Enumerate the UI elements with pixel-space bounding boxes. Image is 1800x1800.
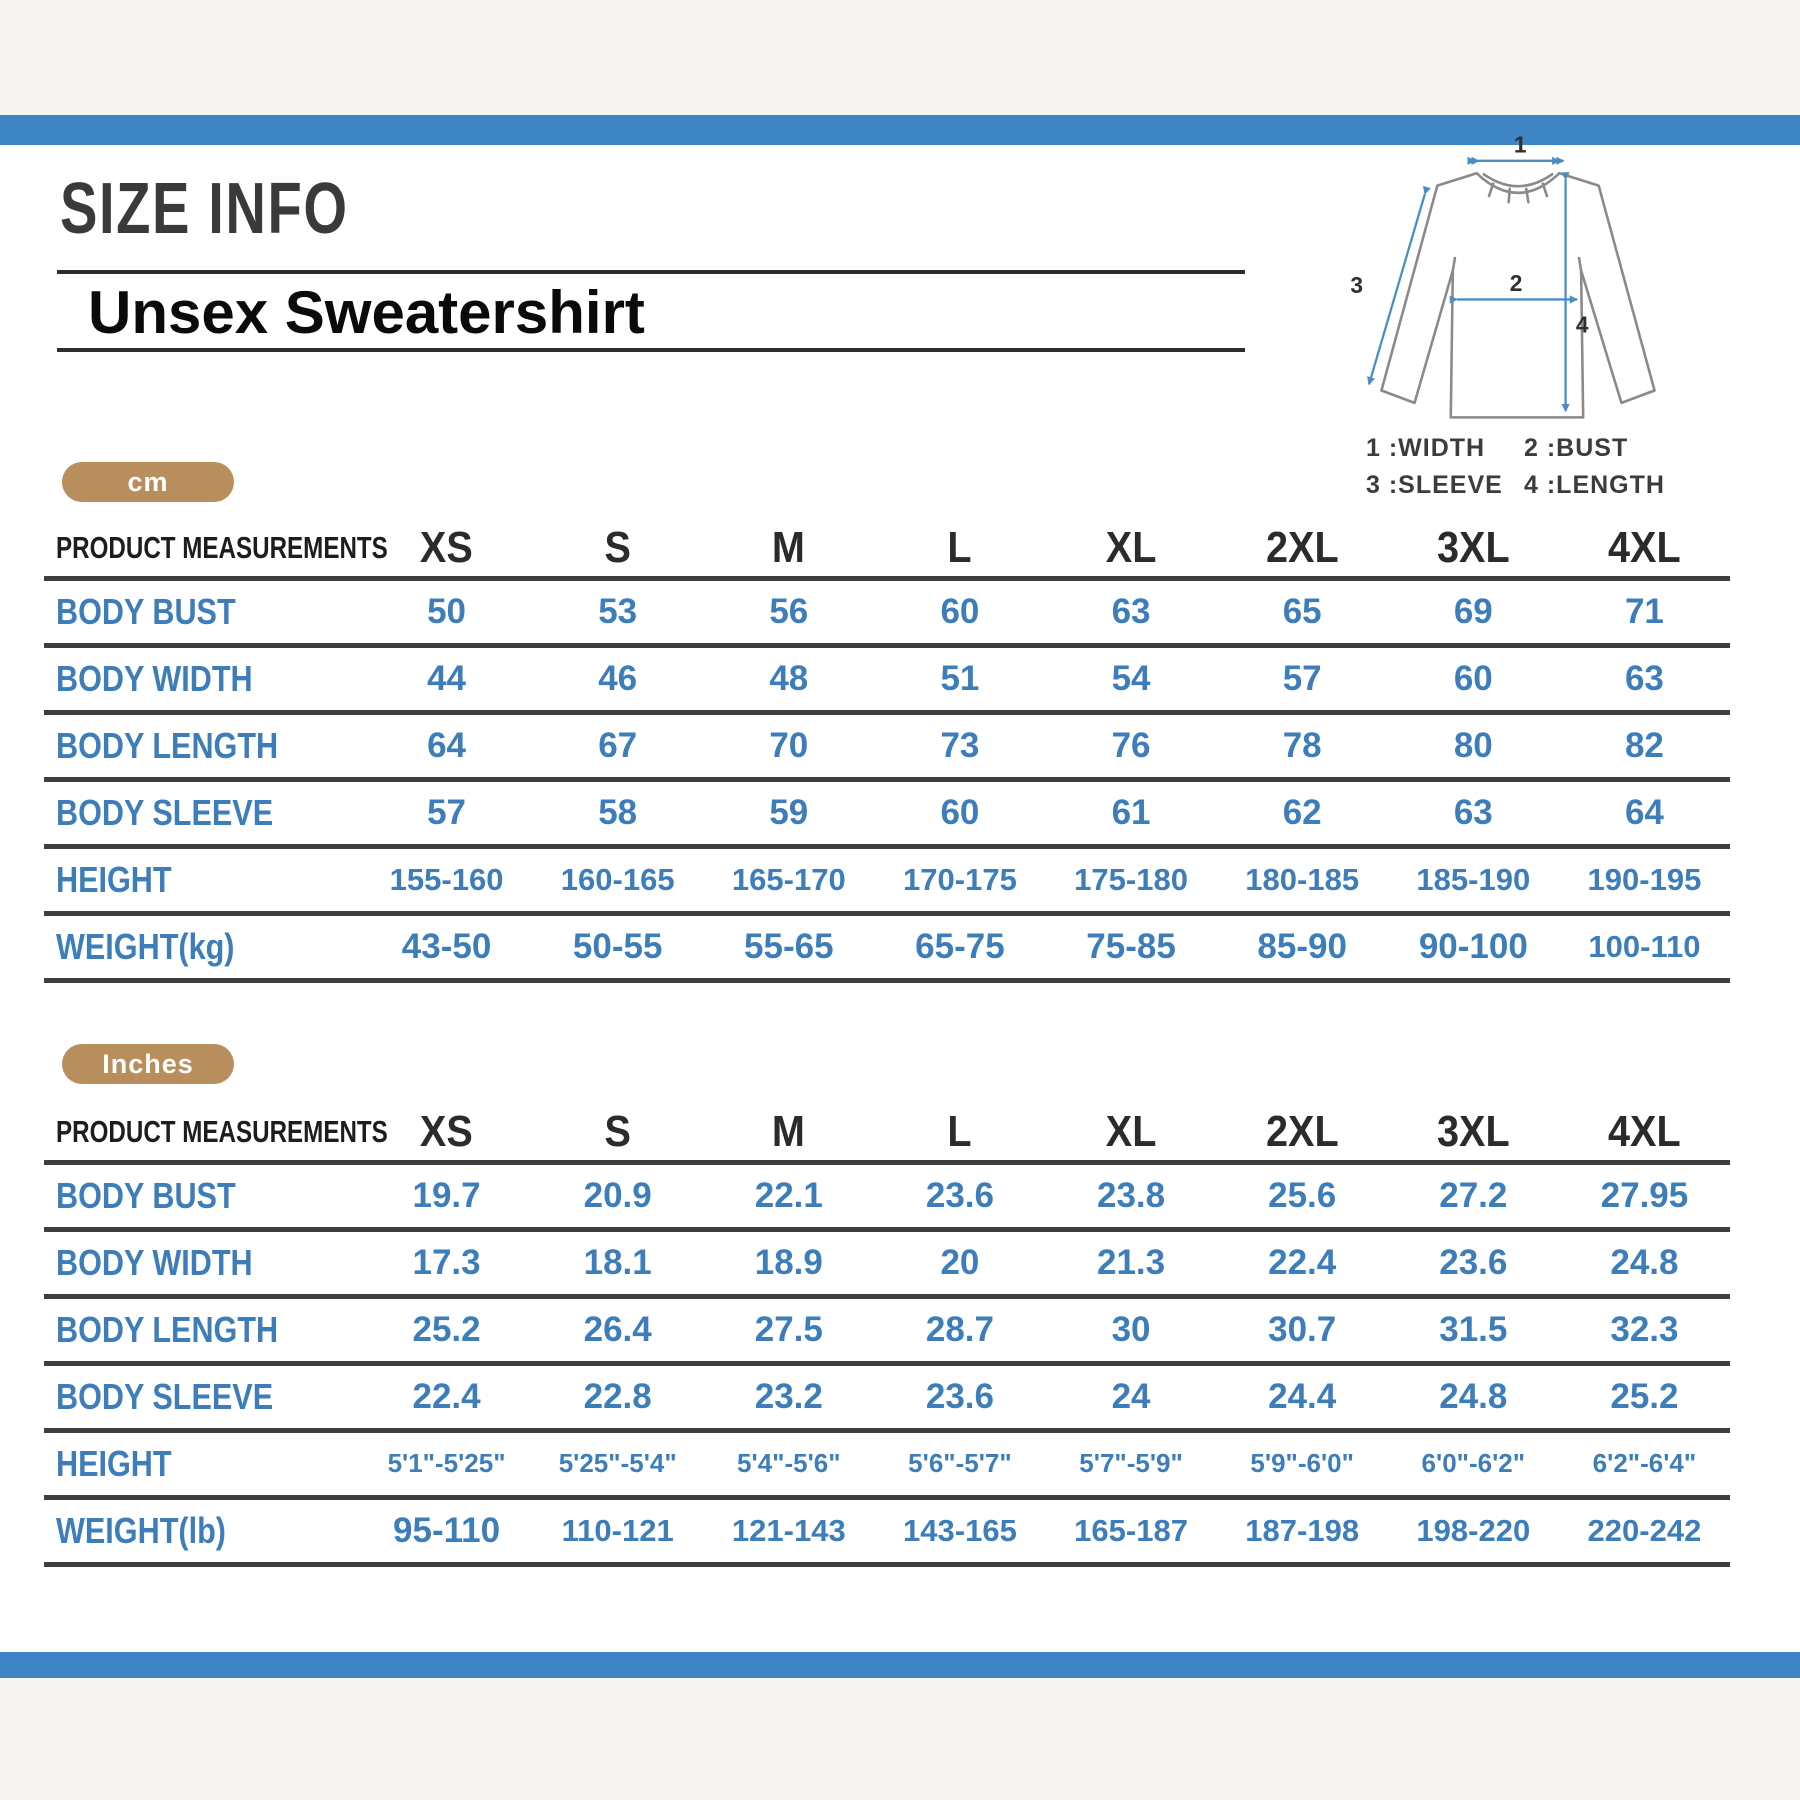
value-cell: 65 xyxy=(1282,591,1322,631)
value-cell: 73 xyxy=(940,725,980,765)
value-cell: 21.3 xyxy=(1097,1242,1166,1282)
value-cell: 160-165 xyxy=(560,861,675,897)
value-cell: 70 xyxy=(769,725,809,765)
measurement-row xyxy=(44,913,1730,980)
value-cell: 5'6"-5'7" xyxy=(908,1448,1012,1478)
row-label: WEIGHT(kg) xyxy=(56,925,235,967)
product-measurements-header: PRODUCT MEASUREMENTS xyxy=(56,1113,388,1149)
product-name: Unsex Sweatershirt xyxy=(88,279,645,346)
measurement-row xyxy=(44,1363,1730,1430)
row-label: HEIGHT xyxy=(56,1442,172,1484)
value-cell: 110-121 xyxy=(561,1512,674,1548)
value-cell: 95-110 xyxy=(393,1510,501,1550)
value-cell: 43-50 xyxy=(401,926,492,966)
value-cell: 85-90 xyxy=(1257,926,1347,966)
value-cell: 50-55 xyxy=(572,926,663,966)
value-cell: 220-242 xyxy=(1587,1512,1702,1548)
value-cell: 180-185 xyxy=(1245,861,1360,897)
size-header-4xl: 4XL xyxy=(1608,522,1681,572)
row-label: BODY LENGTH xyxy=(56,724,279,766)
value-cell: 121-143 xyxy=(731,1512,846,1548)
value-cell: 30.7 xyxy=(1268,1309,1337,1349)
sweatshirt-measurement-diagram xyxy=(1318,136,1718,436)
value-cell: 175-180 xyxy=(1074,861,1188,897)
marker-3-label: 3 xyxy=(1350,272,1364,299)
value-cell: 24.8 xyxy=(1610,1242,1679,1282)
legend-sleeve: 3 :SLEEVE xyxy=(1366,471,1503,499)
value-cell: 20.9 xyxy=(583,1175,652,1215)
value-cell: 75-85 xyxy=(1086,926,1176,966)
value-cell: 5'9"-6'0" xyxy=(1250,1448,1354,1478)
value-cell: 155-160 xyxy=(389,861,504,897)
size-header-2xl: 2XL xyxy=(1265,1106,1339,1156)
measurement-row xyxy=(44,1162,1730,1229)
value-cell: 6'2"-6'4" xyxy=(1592,1448,1697,1478)
measurement-row xyxy=(44,1430,1730,1497)
value-cell: 22.1 xyxy=(754,1175,823,1215)
row-label: BODY SLEEVE xyxy=(56,791,274,833)
measurement-row xyxy=(44,1497,1730,1564)
value-cell: 17.3 xyxy=(412,1242,481,1282)
value-cell: 6'0"-6'2" xyxy=(1421,1448,1526,1478)
value-cell: 28.7 xyxy=(925,1309,994,1349)
size-header-l: L xyxy=(947,522,973,572)
value-cell: 187-198 xyxy=(1245,1512,1360,1548)
value-cell: 76 xyxy=(1111,725,1151,765)
measurement-row xyxy=(44,1296,1730,1363)
value-cell: 90-100 xyxy=(1418,926,1528,966)
marker-4-label: 4 xyxy=(1575,311,1589,338)
measurement-row xyxy=(44,645,1730,712)
value-cell: 22.4 xyxy=(412,1376,481,1416)
value-cell: 100-110 xyxy=(1588,928,1701,964)
value-cell: 18.1 xyxy=(583,1242,652,1282)
row-label: WEIGHT(lb) xyxy=(56,1509,226,1551)
value-cell: 62 xyxy=(1282,792,1322,832)
value-cell: 60 xyxy=(940,792,980,832)
value-cell: 185-190 xyxy=(1416,861,1531,897)
row-label: BODY BUST xyxy=(56,1174,236,1216)
value-cell: 5'25"-5'4" xyxy=(558,1448,677,1478)
unit-badge-inches: Inches xyxy=(62,1044,234,1084)
value-cell: 25.2 xyxy=(1610,1376,1679,1416)
value-cell: 51 xyxy=(940,658,980,698)
size-header-3xl: 3XL xyxy=(1436,522,1510,572)
size-header-xs: XS xyxy=(420,522,473,572)
size-header-m: M xyxy=(772,522,806,572)
value-cell: 48 xyxy=(769,658,809,698)
value-cell: 165-170 xyxy=(731,861,846,897)
marker-2-label: 2 xyxy=(1509,270,1523,297)
size-header-m: M xyxy=(772,1106,806,1156)
value-cell: 63 xyxy=(1624,658,1664,698)
value-cell: 31.5 xyxy=(1439,1309,1508,1349)
value-cell: 32.3 xyxy=(1610,1309,1679,1349)
size-table-cm xyxy=(44,520,1730,983)
divider-line xyxy=(57,348,1245,352)
size-header-s: S xyxy=(604,1106,631,1156)
row-label: BODY SLEEVE xyxy=(56,1375,274,1417)
size-header-row xyxy=(44,1104,1730,1162)
value-cell: 61 xyxy=(1111,792,1151,832)
value-cell: 24 xyxy=(1111,1376,1151,1416)
value-cell: 63 xyxy=(1453,792,1493,832)
value-cell: 22.8 xyxy=(583,1376,652,1416)
value-cell: 56 xyxy=(769,591,809,631)
value-cell: 60 xyxy=(1453,658,1493,698)
value-cell: 198-220 xyxy=(1416,1512,1531,1548)
measurement-row xyxy=(44,578,1730,645)
value-cell: 5'4"-5'6" xyxy=(737,1448,841,1478)
value-cell: 27.5 xyxy=(754,1309,823,1349)
value-cell: 67 xyxy=(598,725,638,765)
value-cell: 78 xyxy=(1282,725,1322,765)
value-cell: 58 xyxy=(598,792,638,832)
size-table-inches xyxy=(44,1104,1730,1567)
value-cell: 57 xyxy=(1282,658,1322,698)
value-cell: 60 xyxy=(940,591,980,631)
row-label: HEIGHT xyxy=(56,858,172,900)
value-cell: 30 xyxy=(1111,1309,1151,1349)
value-cell: 20 xyxy=(940,1242,980,1282)
row-label: BODY WIDTH xyxy=(56,1241,253,1283)
value-cell: 19.7 xyxy=(412,1175,481,1215)
value-cell: 5'1"-5'25" xyxy=(387,1448,506,1478)
marker-1-label: 1 xyxy=(1513,136,1527,158)
measurement-row xyxy=(44,846,1730,913)
value-cell: 63 xyxy=(1111,591,1151,631)
row-label: BODY WIDTH xyxy=(56,657,253,699)
bottom-accent-bar xyxy=(0,1652,1800,1678)
value-cell: 22.4 xyxy=(1268,1242,1337,1282)
value-cell: 65-75 xyxy=(915,926,1005,966)
value-cell: 57 xyxy=(427,792,467,832)
value-cell: 54 xyxy=(1111,658,1151,698)
measurement-row xyxy=(44,712,1730,779)
size-header-xl: XL xyxy=(1105,522,1157,572)
size-header-2xl: 2XL xyxy=(1265,522,1339,572)
size-header-l: L xyxy=(947,1106,973,1156)
measurement-legend xyxy=(1366,434,1665,500)
value-cell: 23.6 xyxy=(925,1376,994,1416)
measurement-row xyxy=(44,779,1730,846)
value-cell: 44 xyxy=(427,658,467,698)
value-cell: 82 xyxy=(1624,725,1664,765)
legend-width: 1 :WIDTH xyxy=(1366,434,1486,462)
value-cell: 26.4 xyxy=(583,1309,652,1349)
value-cell: 55-65 xyxy=(744,926,834,966)
value-cell: 23.2 xyxy=(754,1376,823,1416)
unit-badge-cm: cm xyxy=(62,462,234,502)
row-label: BODY LENGTH xyxy=(56,1308,279,1350)
value-cell: 23.8 xyxy=(1097,1175,1166,1215)
value-cell: 59 xyxy=(769,792,809,832)
value-cell: 170-175 xyxy=(903,861,1017,897)
value-cell: 64 xyxy=(1624,792,1664,832)
value-cell: 23.6 xyxy=(1439,1242,1508,1282)
value-cell: 53 xyxy=(598,591,638,631)
value-cell: 80 xyxy=(1453,725,1493,765)
value-cell: 190-195 xyxy=(1587,861,1702,897)
value-cell: 143-165 xyxy=(903,1512,1017,1548)
size-header-xs: XS xyxy=(420,1106,473,1156)
legend-length: 4 :LENGTH xyxy=(1524,471,1665,499)
row-label: BODY BUST xyxy=(56,590,236,632)
value-cell: 71 xyxy=(1624,591,1664,631)
size-header-s: S xyxy=(604,522,631,572)
page-title: SIZE INFO xyxy=(60,169,349,249)
legend-bust: 2 :BUST xyxy=(1524,434,1629,462)
value-cell: 27.95 xyxy=(1600,1175,1689,1215)
measurement-row xyxy=(44,1229,1730,1296)
divider-line xyxy=(57,270,1245,274)
size-header-xl: XL xyxy=(1105,1106,1157,1156)
value-cell: 165-187 xyxy=(1074,1512,1188,1548)
value-cell: 24.8 xyxy=(1439,1376,1508,1416)
value-cell: 64 xyxy=(427,725,467,765)
value-cell: 5'7"-5'9" xyxy=(1079,1448,1183,1478)
value-cell: 46 xyxy=(598,658,638,698)
size-header-row xyxy=(44,520,1730,578)
sweatshirt-outline-icon xyxy=(1318,136,1718,436)
value-cell: 50 xyxy=(427,591,467,631)
value-cell: 27.2 xyxy=(1439,1175,1508,1215)
size-header-3xl: 3XL xyxy=(1436,1106,1510,1156)
value-cell: 24.4 xyxy=(1268,1376,1337,1416)
value-cell: 25.6 xyxy=(1268,1175,1337,1215)
value-cell: 25.2 xyxy=(412,1309,481,1349)
value-cell: 23.6 xyxy=(925,1175,994,1215)
value-cell: 18.9 xyxy=(754,1242,823,1282)
size-header-4xl: 4XL xyxy=(1608,1106,1681,1156)
value-cell: 69 xyxy=(1453,591,1493,631)
product-measurements-header: PRODUCT MEASUREMENTS xyxy=(56,529,388,565)
